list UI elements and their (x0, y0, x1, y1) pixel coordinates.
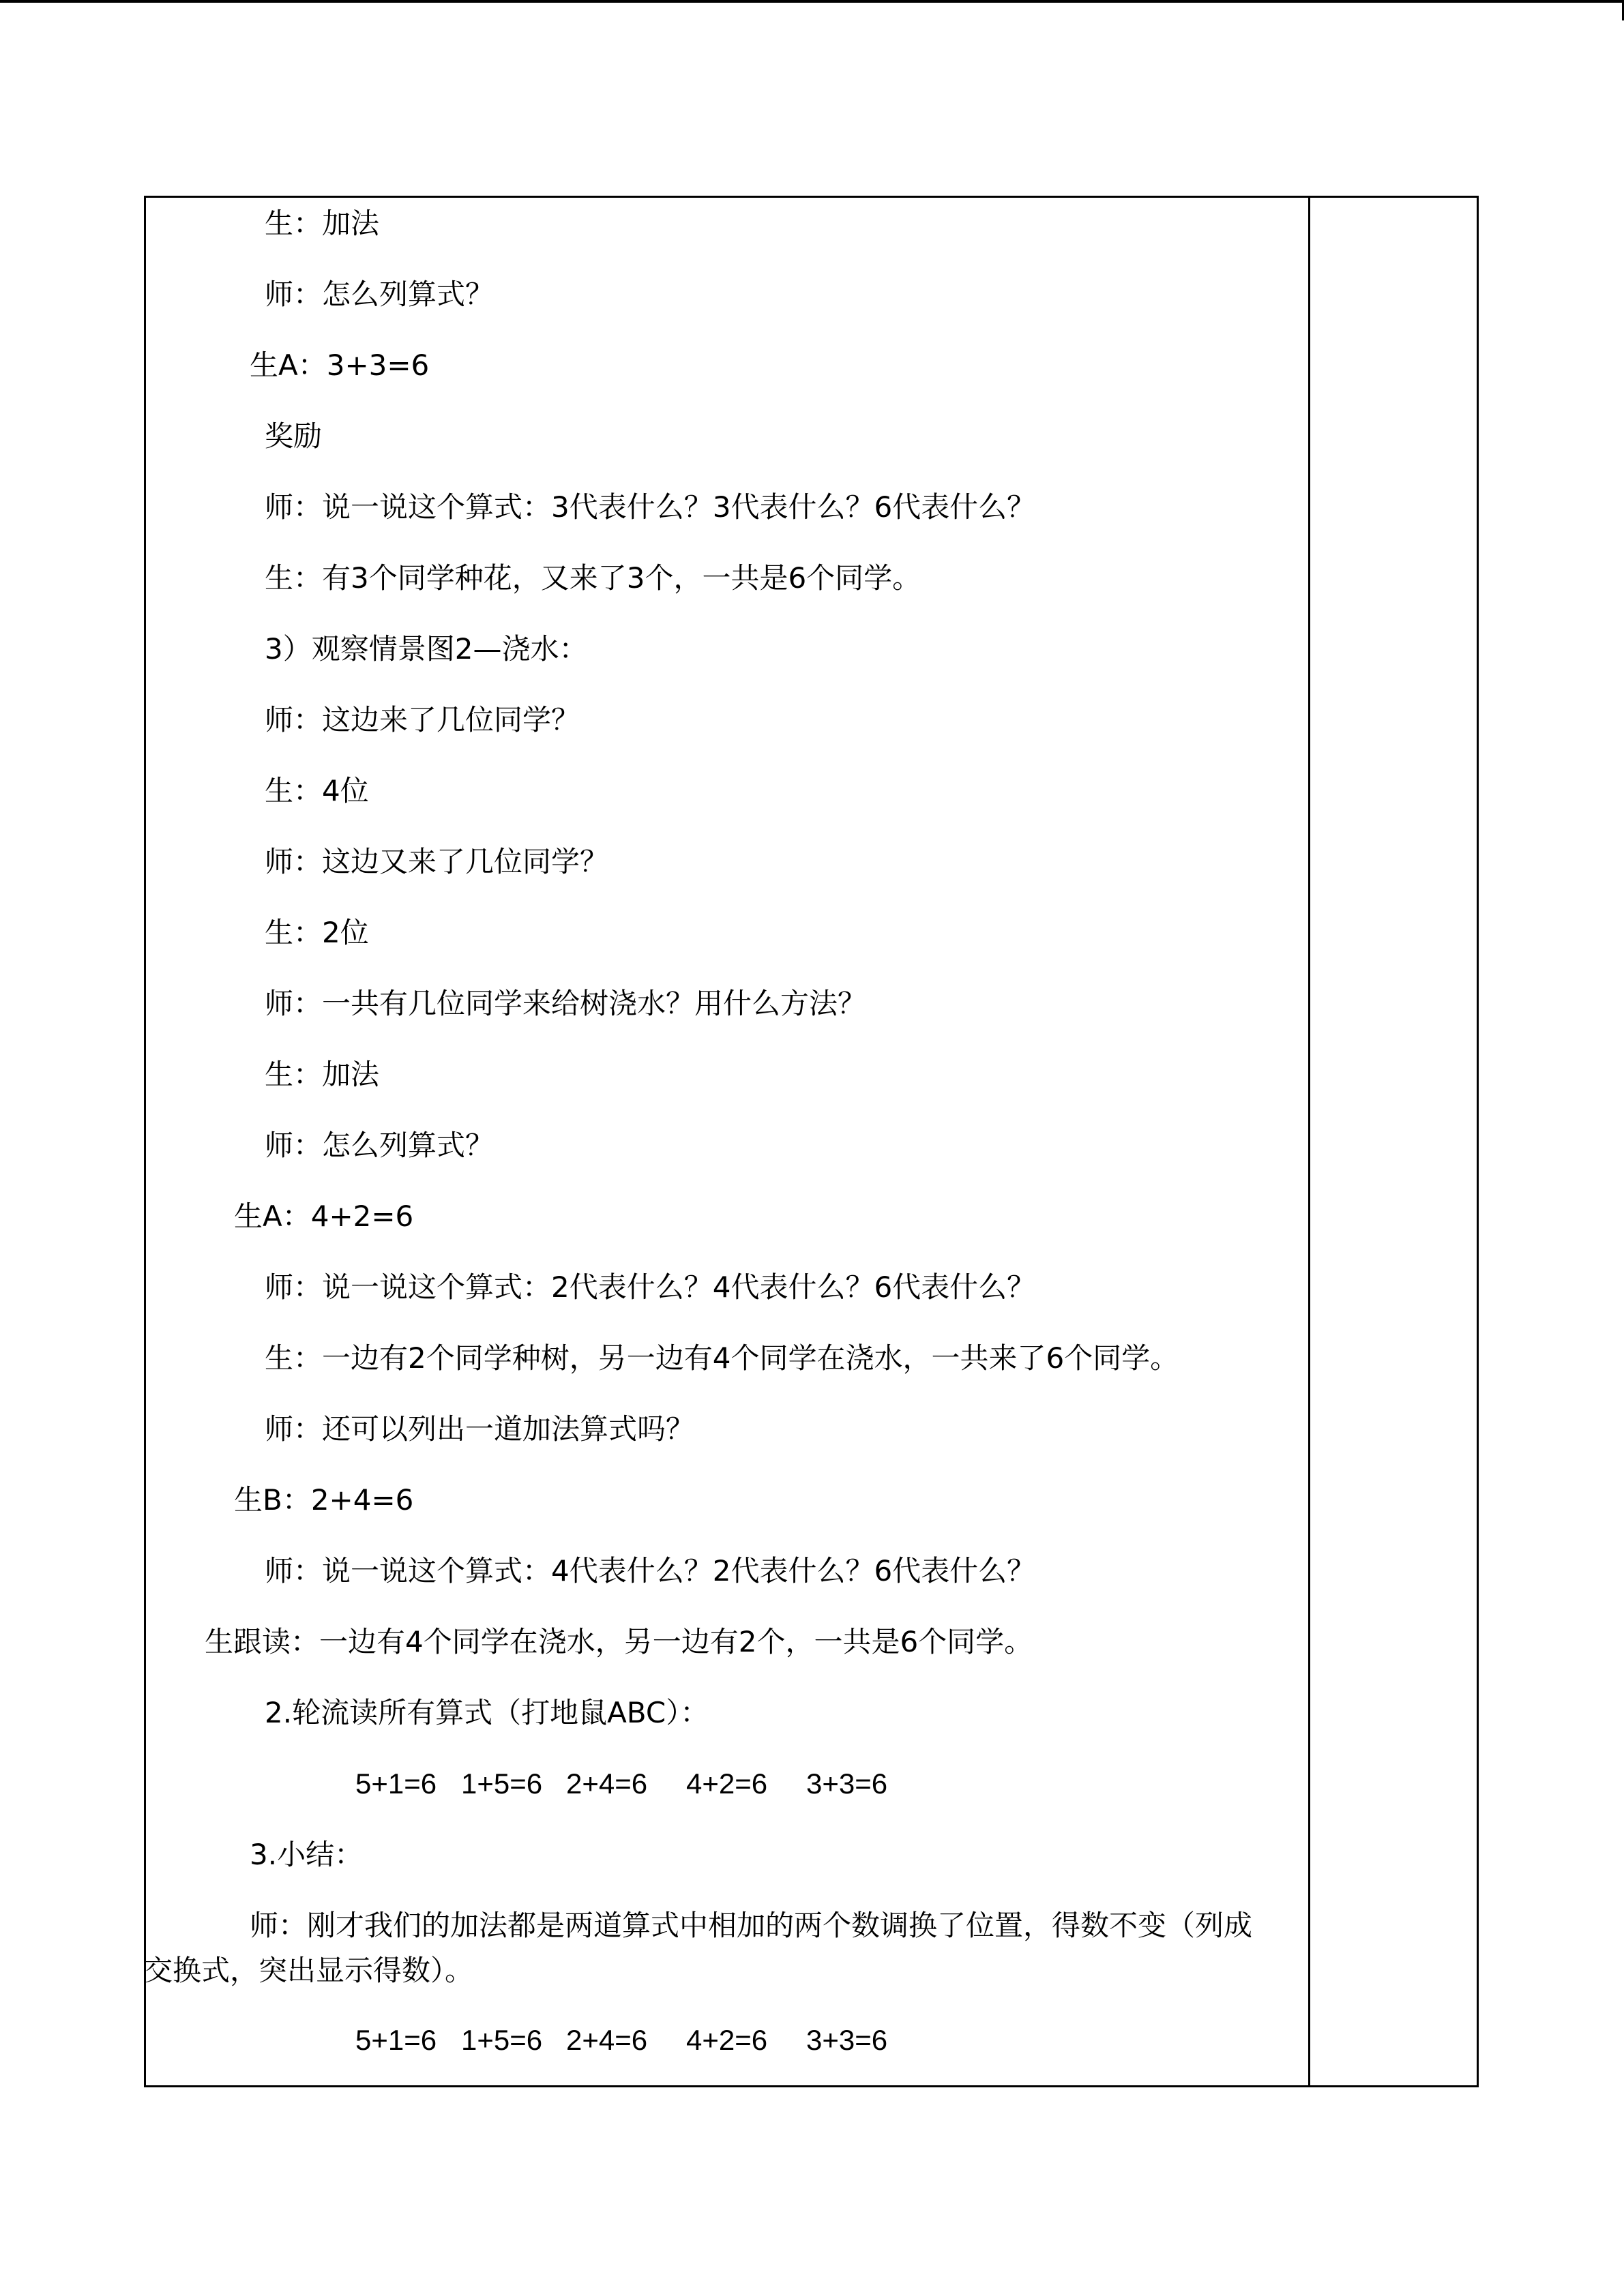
formula: 2+4=6 (566, 2024, 648, 2056)
dialogue-line: 师：这边又来了几位同学？ (265, 845, 609, 878)
dialogue-line: 师：说一说这个算式：2代表什么？4代表什么？6代表什么？ (265, 1270, 1036, 1304)
dialogue-line: 生：加法 (265, 207, 380, 240)
summary-line: 师：刚才我们的加法都是两道算式中相加的两个数调换了位置，得数不变（列成 (250, 1909, 1253, 1942)
section-heading: 3）观察情景图2—浇水： (265, 632, 588, 666)
dialogue-line: 师：说一说这个算式：3代表什么？3代表什么？6代表什么？ (265, 490, 1036, 524)
formula: 1+5=6 (461, 2024, 543, 2056)
dialogue-line: 师：怎么列算式？ (265, 278, 494, 311)
dialogue-line: 奖励 (265, 419, 323, 453)
formula: 3+3=6 (806, 2024, 888, 2056)
table-column-divider (1308, 196, 1310, 2087)
dialogue-line: 师：还可以列出一道加法算式吗？ (265, 1412, 695, 1446)
section-heading: 2.轮流读所有算式（打地鼠ABC）： (265, 1696, 709, 1729)
page-top-border (0, 0, 1624, 3)
dialogue-line: 生：加法 (265, 1058, 380, 1091)
dialogue-line: 师：一共有几位同学来给树浇水？用什么方法？ (265, 987, 867, 1020)
section-heading: 3.小结： (250, 1838, 364, 1871)
formula: 4+2=6 (686, 2024, 768, 2056)
dialogue-line: 生：有3个同学种花，又来了3个，一共是6个同学。 (265, 561, 921, 595)
summary-line: 交换式，突出显示得数）。 (144, 1954, 474, 1987)
dialogue-line: 师：这边来了几位同学？ (265, 703, 580, 736)
dialogue-line: 生：4位 (265, 774, 369, 807)
formula-row (0, 1766, 955, 1802)
dialogue-line: 生：一边有2个同学种树，另一边有4个同学在浇水，一共来了6个同学。 (265, 1341, 1179, 1375)
dialogue-line: 生A：3+3=6 (250, 348, 430, 382)
formula: 4+2=6 (686, 1768, 768, 1800)
dialogue-line: 师：说一说这个算式：4代表什么？2代表什么？6代表什么？ (265, 1554, 1036, 1587)
dialogue-line: 生B：2+4=6 (234, 1483, 414, 1517)
formula-row (0, 2023, 955, 2058)
dialogue-line: 生跟读：一边有4个同学在浇水，另一边有2个，一共是6个同学。 (205, 1625, 1033, 1658)
formula: 2+4=6 (566, 1768, 648, 1800)
formula: 3+3=6 (806, 1768, 888, 1800)
dialogue-line: 生A：4+2=6 (234, 1199, 414, 1233)
formula: 1+5=6 (461, 1768, 543, 1800)
dialogue-line: 生：2位 (265, 916, 369, 949)
dialogue-line: 师：怎么列算式？ (265, 1129, 494, 1162)
formula: 5+1=6 (355, 1768, 437, 1800)
formula: 5+1=6 (355, 2024, 437, 2056)
